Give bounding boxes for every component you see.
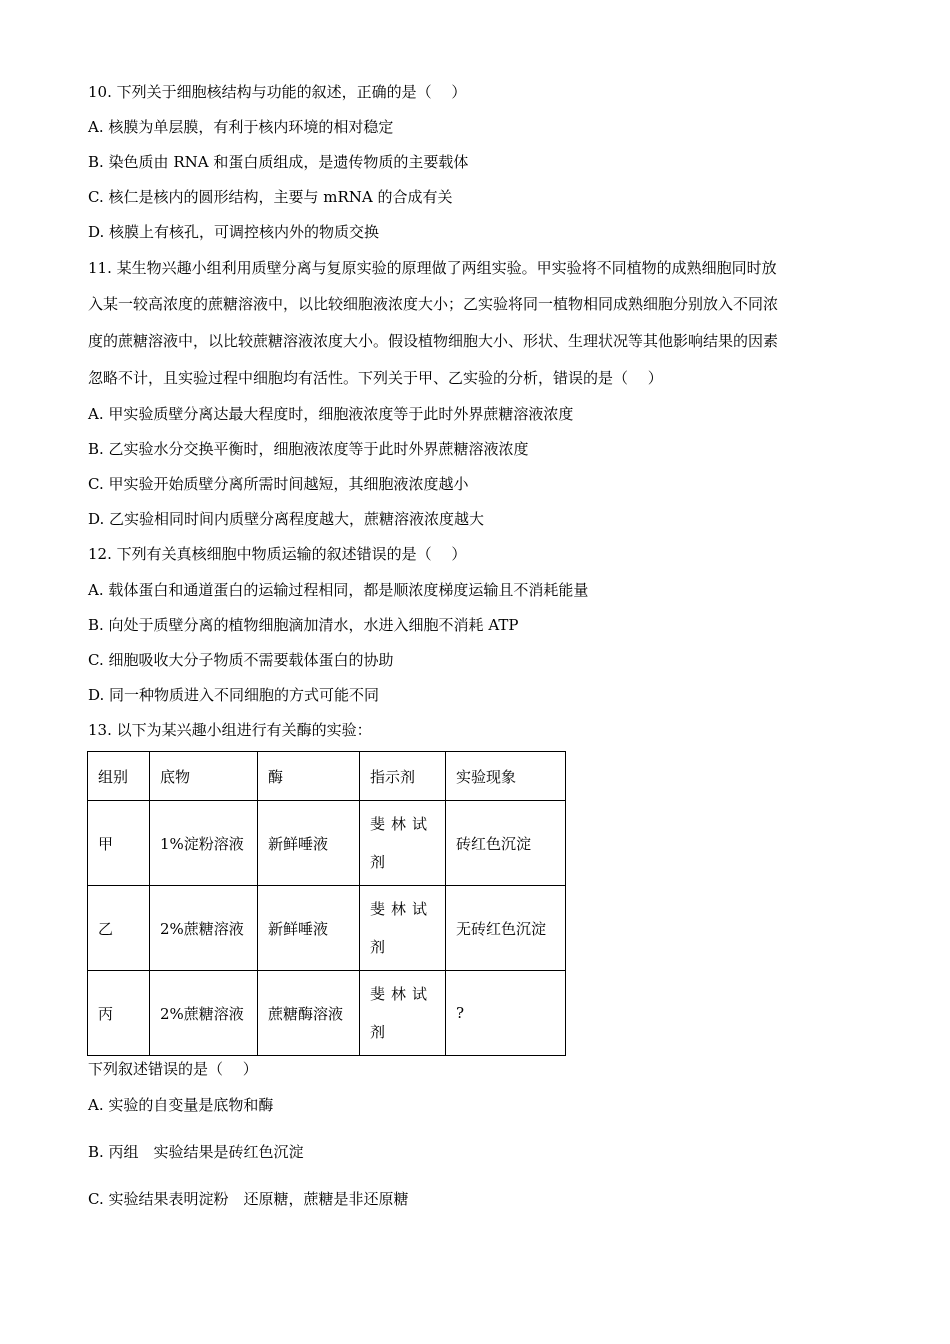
question-11-option-d: D. 乙实验相同时间内质壁分离程度越大，蔗糖溶液浓度越大 xyxy=(88,510,485,528)
header-substrate: 底物 xyxy=(150,752,258,801)
question-12-option-d: D. 同一种物质进入不同细胞的方式可能不同 xyxy=(88,686,380,704)
question-13-option-a: A. 实验的自变量是底物和酶 xyxy=(88,1096,274,1114)
question-10-option-b: B. 染色质由 RNA 和蛋白质组成，是遗传物质的主要载体 xyxy=(88,153,469,171)
question-11-option-a: A. 甲实验质壁分离达最大程度时，细胞液浓度等于此时外界蔗糖溶液浓度 xyxy=(88,405,574,423)
cell-phenomenon: 砖红色沉淀 xyxy=(446,801,566,886)
question-13-option-b: B. 丙组 实验结果是砖红色沉淀 xyxy=(88,1143,304,1161)
header-enzyme: 酶 xyxy=(258,752,360,801)
question-11-stem-line-3: 度的蔗糖溶液中，以比较蔗糖溶液浓度大小。假设植物细胞大小、形状、生理状况等其他影响结果的因素 xyxy=(88,332,779,350)
header-phenomenon: 实验现象 xyxy=(446,752,566,801)
question-10-option-d: D. 核膜上有核孔，可调控核内外的物质交换 xyxy=(88,223,380,241)
cell-group: 丙 xyxy=(88,971,150,1056)
cell-phenomenon: 无砖红色沉淀 xyxy=(446,886,566,971)
question-10-option-c: C. 核仁是核内的圆形结构，主要与 mRNA 的合成有关 xyxy=(88,188,453,206)
cell-indicator: 斐林试剂 xyxy=(360,801,446,886)
question-12-option-b: B. 向处于质壁分离的植物细胞滴加清水，水进入细胞不消耗 ATP xyxy=(88,616,519,634)
question-12-option-a: A. 载体蛋白和通道蛋白的运输过程相同，都是顺浓度梯度运输且不消耗能量 xyxy=(88,581,589,599)
cell-substrate: 1%淀粉溶液 xyxy=(150,801,258,886)
cell-enzyme: 新鲜唾液 xyxy=(258,801,360,886)
question-13-stem: 13. 以下为某兴趣小组进行有关酶的实验： xyxy=(88,721,372,739)
question-13-follow: 下列叙述错误的是（ ） xyxy=(88,1060,258,1078)
cell-enzyme: 蔗糖酶溶液 xyxy=(258,971,360,1056)
question-11-stem-line-4: 忽略不计，且实验过程中细胞均有活性。下列关于甲、乙实验的分析，错误的是（ ） xyxy=(88,369,663,387)
question-12-stem: 12. 下列有关真核细胞中物质运输的叙述错误的是（ ） xyxy=(88,545,467,563)
table-row xyxy=(88,971,566,1056)
cell-substrate: 2%蔗糖溶液 xyxy=(150,886,258,971)
question-11-stem-line-1: 11. 某生物兴趣小组利用质壁分离与复原实验的原理做了两组实验。甲实验将不同植物的成熟细胞同时放 xyxy=(88,259,777,277)
header-group: 组别 xyxy=(88,752,150,801)
question-10-stem: 10. 下列关于细胞核结构与功能的叙述，正确的是（ ） xyxy=(88,83,467,101)
cell-indicator: 斐林试剂 xyxy=(360,971,446,1056)
cell-phenomenon: ? xyxy=(446,971,566,1056)
question-10-option-a: A. 核膜为单层膜，有利于核内环境的相对稳定 xyxy=(88,118,394,136)
cell-indicator: 斐林试剂 xyxy=(360,886,446,971)
table-row xyxy=(88,801,566,886)
cell-enzyme: 新鲜唾液 xyxy=(258,886,360,971)
question-11-option-b: B. 乙实验水分交换平衡时，细胞液浓度等于此时外界蔗糖溶液浓度 xyxy=(88,440,529,458)
table-header-row xyxy=(88,752,566,801)
question-11-stem-line-2: 入某一较高浓度的蔗糖溶液中，以比较细胞液浓度大小；乙实验将同一植物相同成熟细胞分别放入不同浓 xyxy=(88,295,779,313)
question-11-option-c: C. 甲实验开始质壁分离所需时间越短，其细胞液浓度越小 xyxy=(88,475,469,493)
enzyme-experiment-table xyxy=(87,751,566,1056)
cell-group: 乙 xyxy=(88,886,150,971)
question-13-option-c: C. 实验结果表明淀粉 还原糖，蔗糖是非还原糖 xyxy=(88,1190,409,1208)
header-indicator: 指示剂 xyxy=(360,752,446,801)
cell-substrate: 2%蔗糖溶液 xyxy=(150,971,258,1056)
cell-group: 甲 xyxy=(88,801,150,886)
table-row xyxy=(88,886,566,971)
question-12-option-c: C. 细胞吸收大分子物质不需要载体蛋白的协助 xyxy=(88,651,394,669)
